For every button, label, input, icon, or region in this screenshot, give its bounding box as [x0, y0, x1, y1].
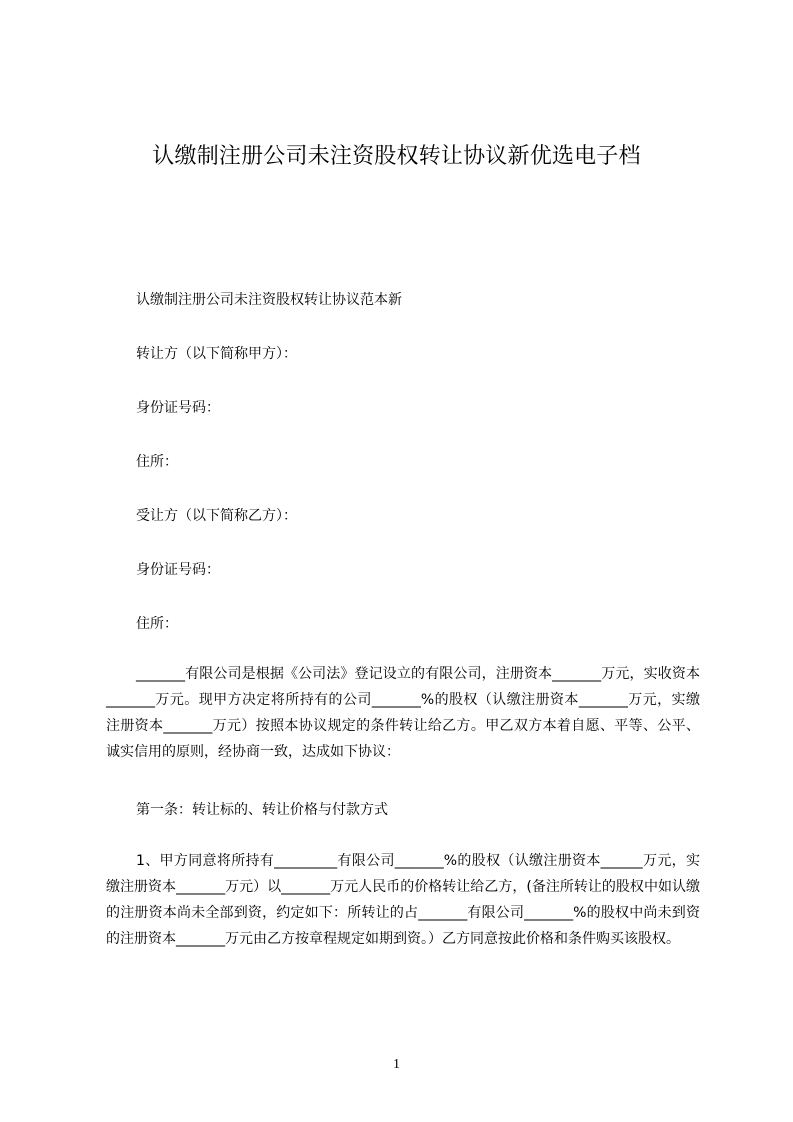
party-b-id-label: 身份证号码： — [136, 562, 220, 578]
page-number: 1 — [393, 1057, 400, 1072]
article-one-heading: 第一条：转让标的、转让价格与付款方式 — [136, 802, 388, 818]
party-a-address-label: 住所： — [136, 454, 178, 470]
party-b-label: 受让方（以下简称乙方）： — [136, 508, 297, 524]
document-title: 认缴制注册公司未注资股权转让协议新优选电子档 — [152, 144, 641, 169]
article-one-clause-1: 1、甲方同意将所持有_________有限公司_______%的股权（认缴注册资本______万元，实缴注册资本_______万元）以_______万元人民币的价格转让给乙方，(备注所转让的股权中如认缴的注册资本尚未全部到资，约定如下：所转让的占_______有限公司_______%的股权中尚未到资的注册资本_______万元由乙方按章程规定如期到资。）乙方同意按此价格和条件购买该股权。 — [106, 853, 700, 947]
party-b-address-label: 住所： — [136, 616, 178, 632]
party-a-label: 转让方（以下简称甲方）： — [136, 346, 297, 362]
document-subtitle: 认缴制注册公司未注资股权转让协议范本新 — [136, 292, 402, 308]
intro-paragraph: _______有限公司是根据《公司法》登记设立的有限公司，注册资本_______万元，实收资本_______万元。现甲方决定将所持有的公司_______%的股权（认缴注册资本_______万元，实缴注册资本_______万元）按照本协议规定的条件转让给乙方。甲乙双方本着自愿、平等、公平、诚实信用的原则，经协商一致，达成如下协议： — [106, 666, 700, 760]
party-a-id-label: 身份证号码： — [136, 400, 220, 416]
